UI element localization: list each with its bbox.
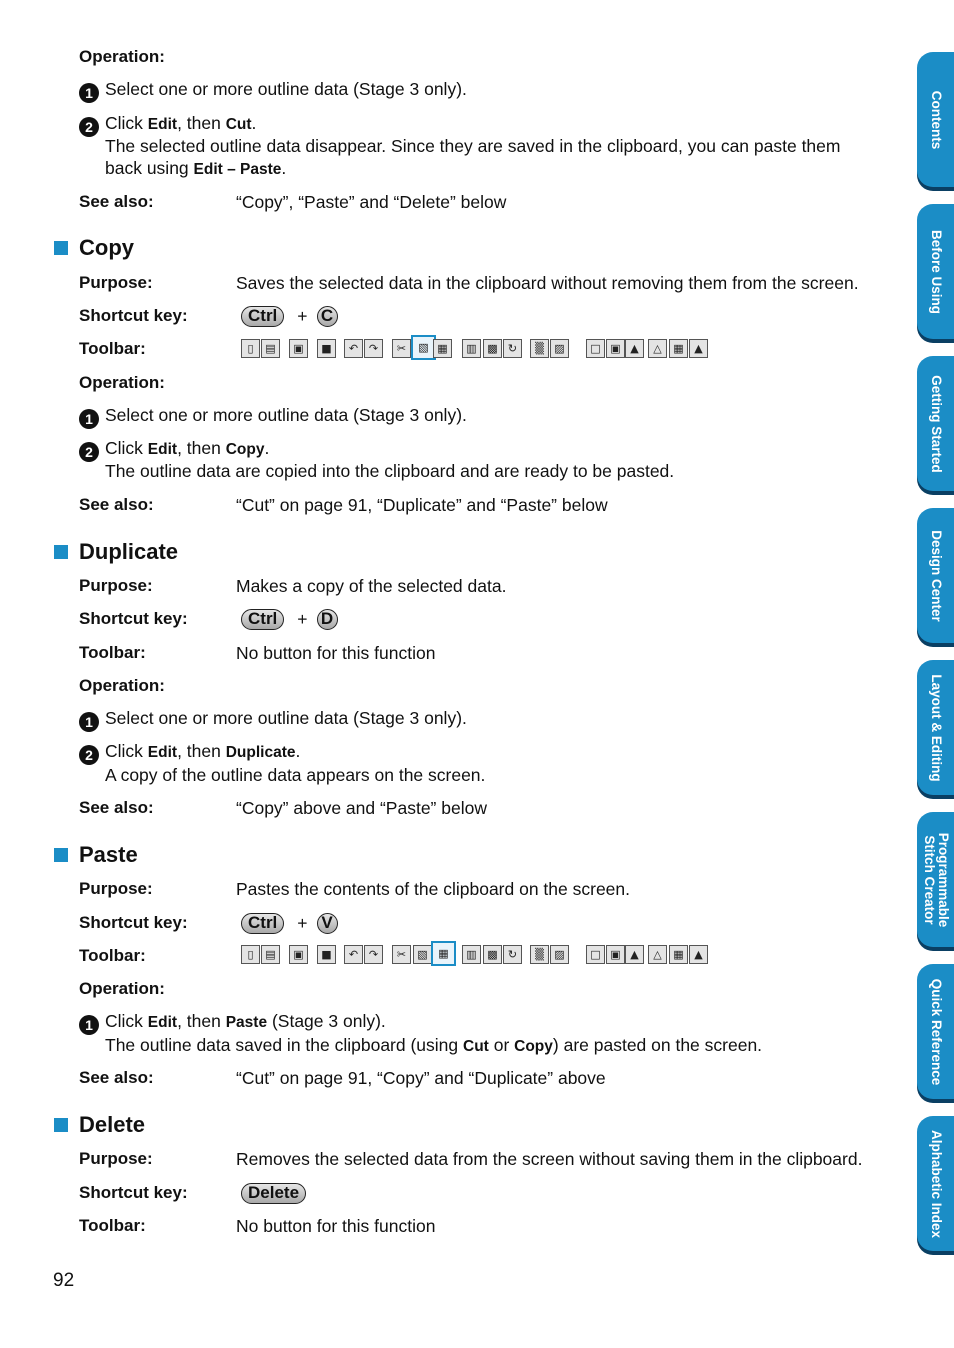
step-number: 1 [79,409,99,429]
toolbar-button-icon: □ [586,339,605,358]
toolbar-button-icon: ✂ [392,945,411,964]
shortcut-keys: Ctrl + V [241,912,338,934]
section-title: Copy [79,235,134,260]
toolbar-button-icon: ▦ [433,339,452,358]
see-also-label: See also: [79,1068,154,1087]
step-1: 1 Click Edit, then Paste (Stage 3 only). [79,1011,386,1035]
ctrl-key: Ctrl [241,306,284,327]
section-title: Duplicate [79,539,179,564]
see-also-text: “Copy” above and “Paste” below [236,798,487,818]
step-2-detail: The outline data are copied into the clipboard and are ready to be pasted. [105,461,675,481]
shortcut-keys: Ctrl + D [241,608,338,630]
step-number: 2 [79,442,99,462]
toolbar-button-icon: ▦ [669,945,688,964]
toolbar-button-icon: ▤ [261,339,280,358]
shortcut-label: Shortcut key: [79,306,188,325]
step-1: 1 Select one or more outline data (Stage 3 only). [79,79,467,103]
toolbar-button-icon: ↷ [364,945,383,964]
toolbar-button-icon: ▤ [261,945,280,964]
toolbar-button-icon: ▩ [483,339,502,358]
toolbar-button-icon: ✂ [392,339,411,358]
section-title: Delete [79,1112,146,1137]
step-2: 2 Click Edit, then Cut. [79,113,256,137]
section-bullet-icon [54,1118,68,1132]
tab-layout-editing[interactable]: Layout & Editing [917,660,954,795]
delete-key: Delete [241,1183,306,1204]
purpose-label: Purpose: [79,576,153,595]
toolbar-button-icon: ▲ [689,339,708,358]
tab-design-center[interactable]: Design Center [917,508,954,643]
shortcut-label: Shortcut key: [79,1183,188,1202]
step-number: 2 [79,745,99,765]
purpose-label: Purpose: [79,879,153,898]
toolbar-text: No button for this function [236,643,436,663]
toolbar-button-icon: ▩ [483,945,502,964]
operation-label: Operation: [79,373,165,392]
toolbar-button-icon: ▦ [431,941,456,966]
toolbar-button-icon: ■ [317,945,336,964]
section-bullet-icon [54,848,68,862]
toolbar-button-icon: ▧ [413,945,432,964]
toolbar-button-icon: ▨ [550,339,569,358]
command-ref: Cut [463,1038,489,1055]
toolbar-button-icon: ▣ [289,339,308,358]
toolbar-button-icon: ↷ [364,339,383,358]
ctrl-key: Ctrl [241,609,284,630]
toolbar-button-icon: ▲ [625,339,644,358]
menu-ref: Edit [147,744,178,761]
step-2-detail: A copy of the outline data appears on the screen. [105,765,486,785]
see-also-label: See also: [79,798,154,817]
toolbar-button-icon: △ [648,339,667,358]
toolbar-text: No button for this function [236,1216,436,1236]
step-number: 1 [79,1015,99,1035]
tab-quick-reference[interactable]: Quick Reference [917,964,954,1099]
see-also-label: See also: [79,495,154,514]
toolbar-button-icon: ▒ [530,339,549,358]
toolbar-button-icon: ▣ [289,945,308,964]
section-bullet-icon [54,545,68,559]
c-key: C [317,306,338,327]
purpose-label: Purpose: [79,273,153,292]
toolbar-button-icon: ▣ [606,945,625,964]
toolbar-label: Toolbar: [79,339,146,358]
page-number: 92 [53,1270,75,1291]
operation-label: Operation: [79,979,165,998]
step-number: 1 [79,712,99,732]
toolbar-button-icon: ▲ [625,945,644,964]
menu-ref: Edit [147,116,178,133]
shortcut-keys: Ctrl + C [241,305,338,327]
section-bullet-icon [54,241,68,255]
tab-alphabetic-index[interactable]: Alphabetic Index [917,1116,954,1251]
purpose-text: Saves the selected data in the clipboard without removing them from the screen. [236,273,859,293]
toolbar-button-icon: ▦ [669,339,688,358]
step-1: 1 Select one or more outline data (Stage 3 only). [79,405,467,429]
toolbar-button-icon: ▧ [411,335,436,360]
shortcut-keys [241,1182,306,1204]
see-also-text: “Cut” on page 91, “Duplicate” and “Paste” below [236,495,608,515]
command-ref: Paste [225,1014,268,1031]
command-ref: Copy [225,441,265,458]
toolbar-label: Toolbar: [79,1216,146,1235]
menu-ref: Edit [147,1014,178,1031]
toolbar-button-icon: ↶ [344,339,363,358]
see-also-label: See also: [79,192,154,211]
step-1-detail: The outline data saved in the clipboard (using Cut or Copy) are pasted on the screen. [105,1035,763,1055]
toolbar-button-icon: ↻ [503,339,522,358]
step-2-detail: The selected outline data disappear. Since they are saved in the clipboard, you can paste them [105,136,841,156]
d-key: D [317,609,338,630]
toolbar-label: Toolbar: [79,643,146,662]
see-also-text: “Cut” on page 91, “Copy” and “Duplicate” above [236,1068,606,1088]
section-title: Paste [79,842,138,867]
toolbar-button-icon: ▣ [606,339,625,358]
toolbar-button-icon: ▨ [550,945,569,964]
menu-ref: Edit [147,441,178,458]
tab-programmable-stitch-creator[interactable]: Programmable Stitch Creator [917,812,954,947]
toolbar-label: Toolbar: [79,946,146,965]
toolbar-button-icon: ▥ [462,339,481,358]
toolbar-button-icon: ▒ [530,945,549,964]
toolbar-button-icon: △ [648,945,667,964]
toolbar-button-icon: ▥ [462,945,481,964]
toolbar-button-icon: □ [586,945,605,964]
shortcut-label: Shortcut key: [79,609,188,628]
command-ref: Cut [225,116,252,133]
purpose-text: Removes the selected data from the screen without saving them in the clipboard. [236,1149,863,1169]
tab-getting-started[interactable]: Getting Started [917,356,954,491]
see-also-text: “Copy”, “Paste” and “Delete” below [236,192,507,212]
step-number: 2 [79,117,99,137]
toolbar-button-icon: ▯ [241,339,260,358]
toolbar-button-icon: ▯ [241,945,260,964]
toolbar-button-icon: ■ [317,339,336,358]
purpose-label: Purpose: [79,1149,153,1168]
toolbar-button-icon: ↶ [344,945,363,964]
purpose-text: Makes a copy of the selected data. [236,576,507,596]
purpose-text: Pastes the contents of the clipboard on the screen. [236,879,630,899]
step-number: 1 [79,83,99,103]
tab-before-using[interactable]: Before Using [917,204,954,339]
v-key: V [317,913,338,934]
shortcut-label: Shortcut key: [79,913,188,932]
tab-contents[interactable]: Contents [917,52,954,187]
command-ref: Edit – Paste [193,161,282,178]
toolbar-button-icon: ↻ [503,945,522,964]
step-2: 2 Click Edit, then Duplicate. [79,741,300,765]
step-1: 1 Select one or more outline data (Stage 3 only). [79,708,467,732]
ctrl-key: Ctrl [241,913,284,934]
operation-label: Operation: [79,676,165,695]
toolbar-button-icon: ▲ [689,945,708,964]
operation-label: Operation: [79,47,165,66]
step-2: 2 Click Edit, then Copy. [79,438,269,462]
step-2-detail-2: back using Edit – Paste. [105,158,287,178]
command-ref: Copy [514,1038,553,1055]
command-ref: Duplicate [225,744,296,761]
